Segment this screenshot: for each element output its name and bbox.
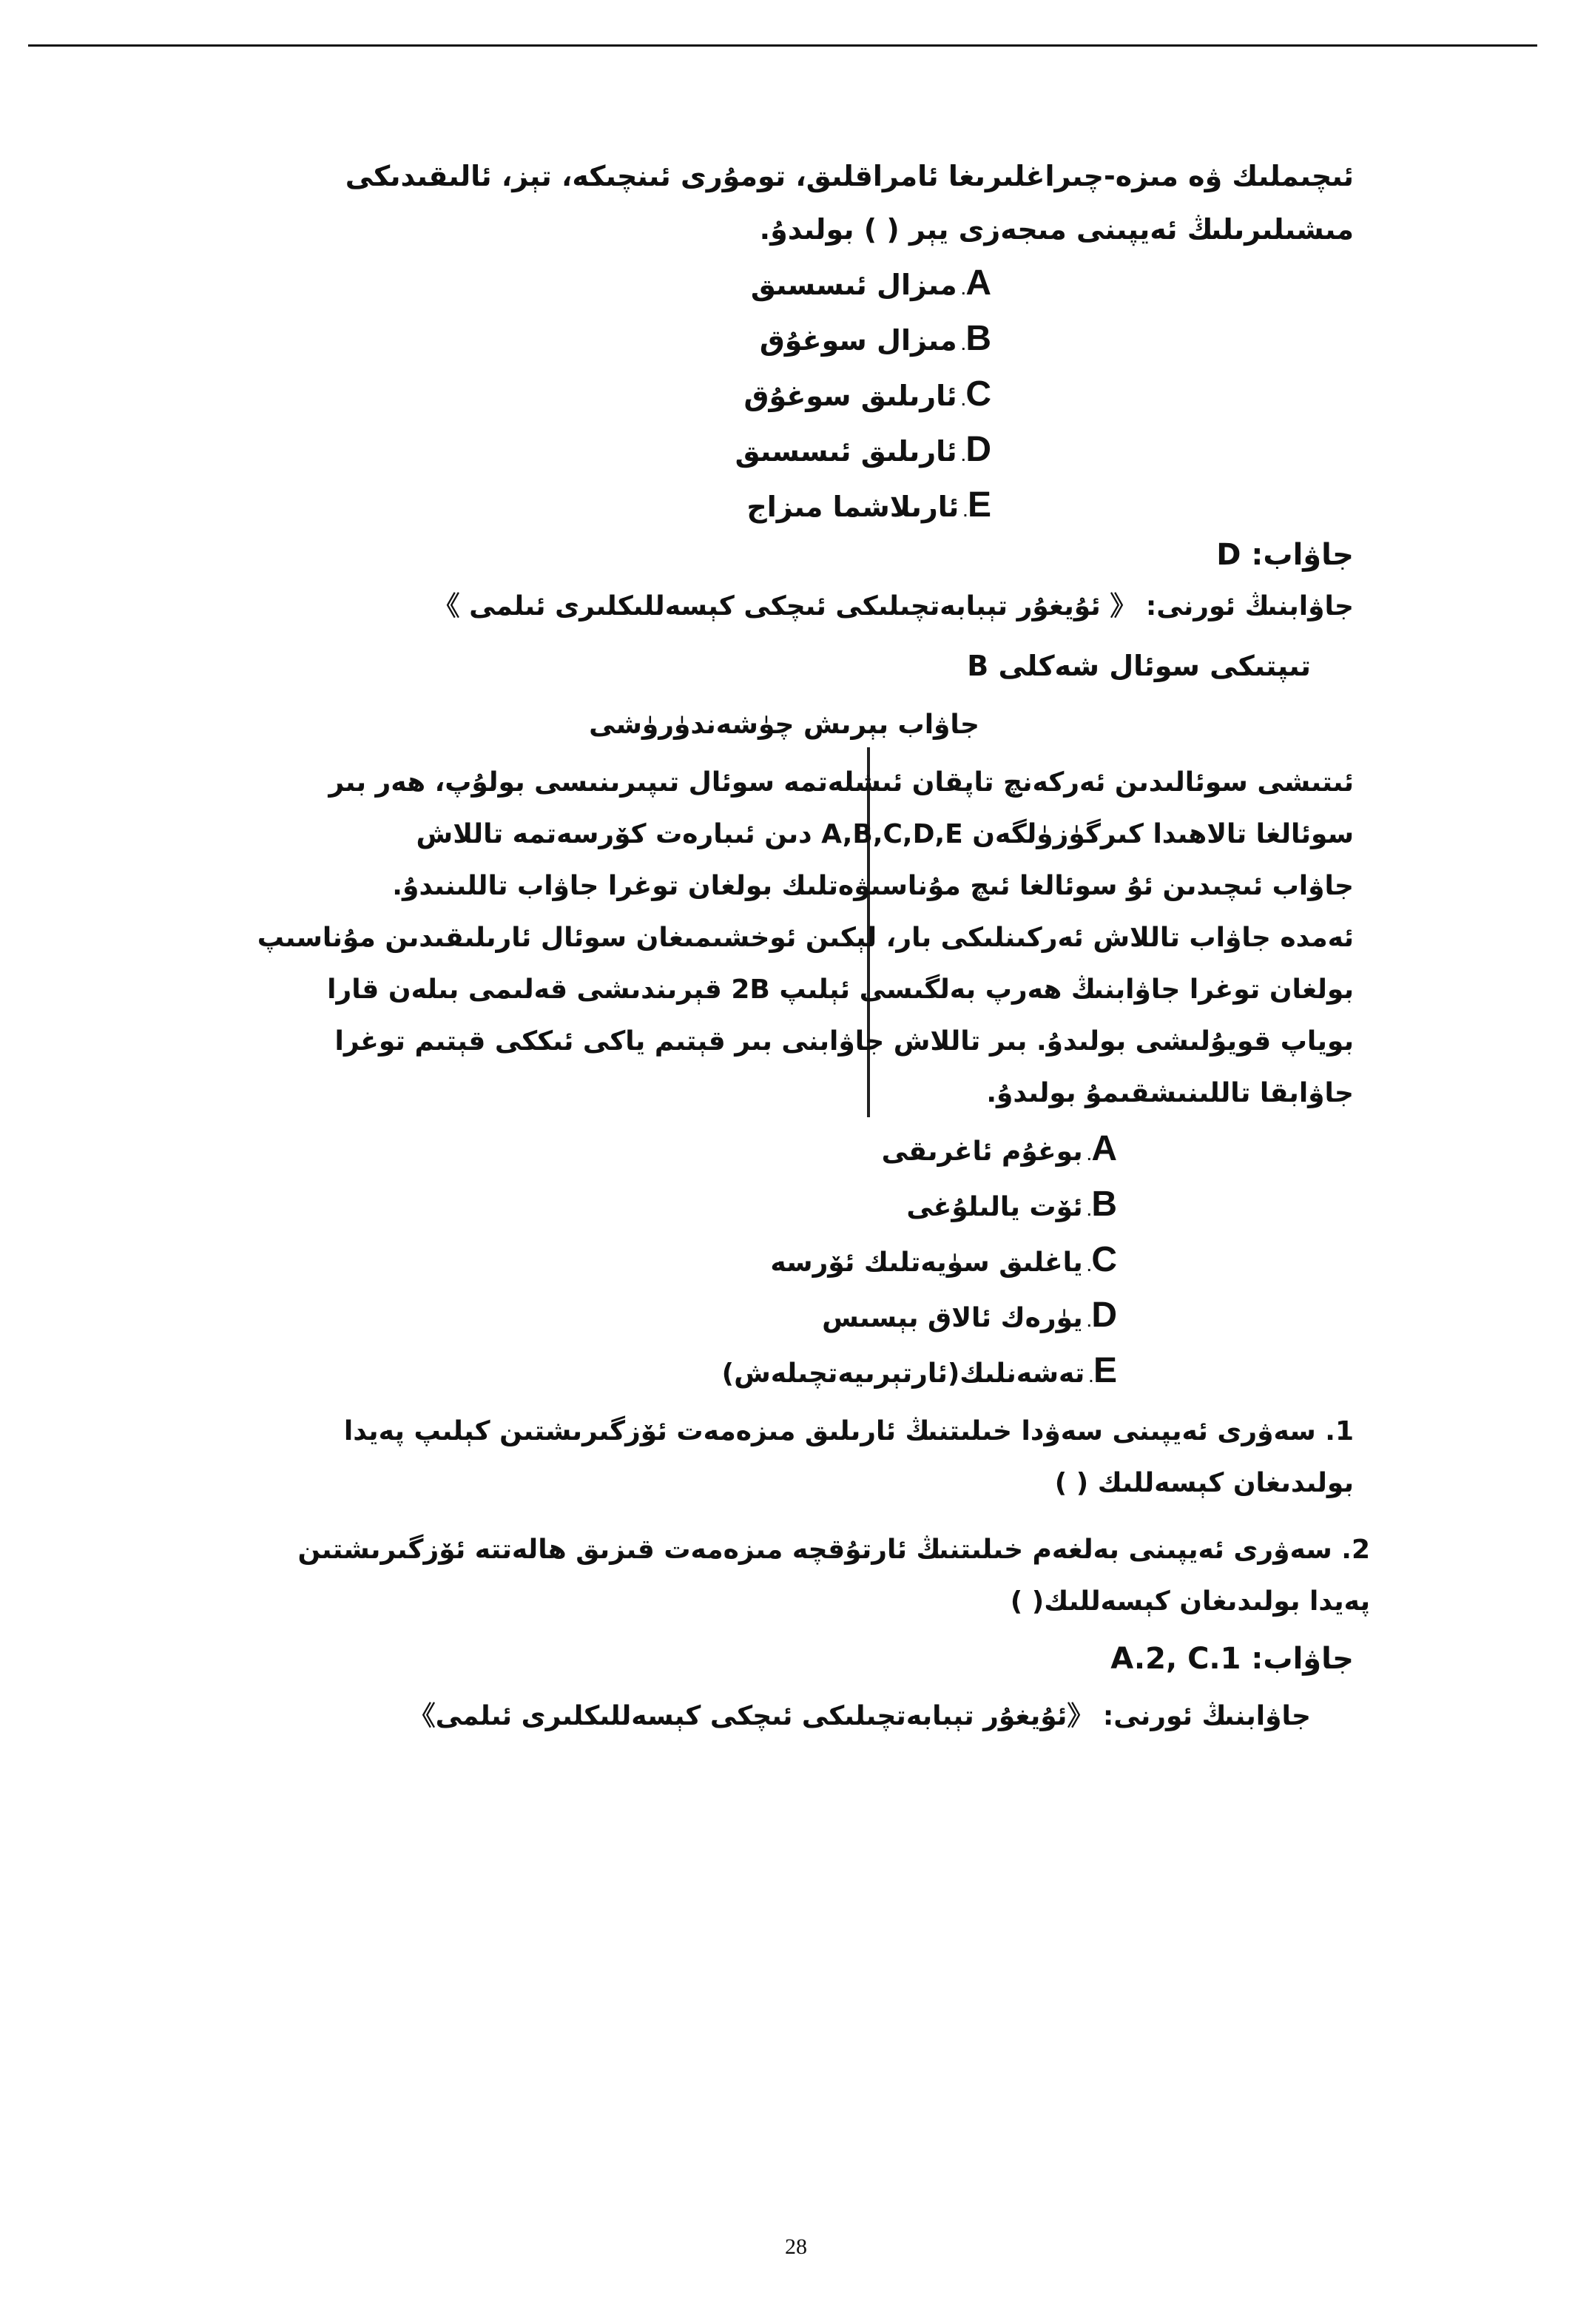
option-letter: A (965, 263, 991, 303)
option-text: يۈرەك ئالاق بېسىس (822, 1303, 1083, 1333)
option-letter: D (1091, 1296, 1117, 1335)
option-letter: B (965, 319, 991, 358)
q2-option-c[interactable]: ياغلىق سۈيەتلىك ئۆرسە .C (770, 1240, 1117, 1279)
option-text: بوغۇم ئاغرىقى (881, 1136, 1083, 1167)
option-text: ئارىلىق ئىسسىق (735, 435, 957, 468)
q2-item2-line2: پەيدا بولىدىغان كېسەللىك( ) (1010, 1586, 1370, 1617)
option-letter: B (1091, 1185, 1117, 1224)
option-text: تەشەنلىك(ئارتېرىيەتچىلەش) (721, 1358, 1085, 1389)
section-title: B تىپتىكى سوئال شەكلى (967, 650, 1311, 682)
q1-option-c[interactable]: ئارىلىق سوغۇق .C (743, 374, 991, 414)
section-paragraph-line: بولغان توغرا جاۋابنىڭ ھەرپ بەلگىسى ئېلىپ 2B قېرىندىشى قەلىمى بىلەن قارا (327, 974, 1354, 1005)
page-number: 28 (785, 2234, 807, 2259)
option-text: مىزال سوغۇق (759, 324, 957, 357)
q1-option-e[interactable]: ئارىلاشما مىزاج .E (746, 485, 991, 525)
q2-answer: جاۋاب: A.2, C.1 (1110, 1642, 1354, 1676)
q2-item2-line1: 2. سەۋرى ئەيپىنى بەلغەم خىلىتنىڭ ئارتۇقچە مىزەمەت قىزىق ھالەتتە ئۆزگىرىشتىن (297, 1535, 1370, 1565)
option-letter: D (965, 430, 991, 469)
section-paragraph-line: ئىتىشى سوئالىدىن ئەركەنچ تاپقان ئىشلەتمە سوئال تىپىرىنىسى بولۇپ، ھەر بىر (328, 767, 1354, 798)
option-text: ئارىلىق سوغۇق (743, 380, 957, 412)
option-letter: A (1091, 1129, 1117, 1168)
top-rule (28, 44, 1537, 47)
q1-option-b[interactable]: مىزال سوغۇق .B (759, 319, 991, 358)
q1-answer: جاۋاب: D (1216, 538, 1354, 572)
section-paragraph-line: جاۋاب ئىچىدىن ئۇ سوئالغا ئىچ مۇناسىۋەتلىك بولغان توغرا جاۋاب تاللىنىدۇ. (392, 871, 1354, 901)
option-letter: C (1091, 1240, 1117, 1279)
q2-option-b[interactable]: ئۆت يالىلۇغى .B (906, 1185, 1117, 1224)
section-subtitle: جاۋاب بېرىش چۈشەندۈرۈشى (589, 710, 979, 740)
option-text: مىزال ئىسسىق (750, 269, 957, 301)
q1-source: جاۋابنىڭ ئورنى: 《 ئۇيغۇر تېبابەتچىلىكى ئىچكى كېسەللىكلىرى ئىلمى 》 (433, 591, 1354, 622)
q2-option-d[interactable]: يۈرەك ئالاق بېسىس .D (822, 1296, 1117, 1335)
q2-option-e[interactable]: تەشەنلىك(ئارتېرىيەتچىلەش) .E (721, 1351, 1117, 1390)
q2-item1-line2: بولىدىغان كېسەللىك ( ) (1054, 1468, 1354, 1498)
option-letter: E (1093, 1351, 1117, 1390)
option-text: ياغلىق سۈيەتلىك ئۆرسە (770, 1247, 1083, 1278)
q1-stem-line2: مىشىلىرىلىڭ ئەيپىنى مىجەزى يېر ( ) بولىدۇ. (759, 213, 1354, 246)
q1-stem-line1: ئىچىملىك ۋە مىزە-چىراغلىرىغا ئامراقلىق، تومۇرى ئىنچىكە، تېز، ئالىقىدىكى (345, 160, 1354, 192)
q1-option-d[interactable]: ئارىلىق ئىسسىق .D (735, 430, 991, 469)
section-paragraph-line: جاۋابقا تاللىنىشقىمۇ بولىدۇ. (986, 1078, 1354, 1108)
option-text: ئۆت يالىلۇغى (906, 1192, 1083, 1222)
q1-option-a[interactable]: مىزال ئىسسىق .A (750, 263, 991, 303)
section-paragraph-line: بوياپ قويۇلىشى بولىدۇ. بىر تاللاش جاۋابنى بىر قېتىم ياكى ئىككى قېتىم توغرا (334, 1026, 1354, 1057)
option-text: ئارىلاشما مىزاج (746, 491, 959, 523)
option-letter: C (965, 374, 991, 414)
q2-option-a[interactable]: بوغۇم ئاغرىقى .A (881, 1129, 1117, 1168)
q2-item1-line1: 1. سەۋرى ئەيپىنى سەۋدا خىلىتنىڭ ئارىلىق مىزەمەت ئۆزگىرىشتىن كېلىپ پەيدا (343, 1416, 1354, 1446)
section-paragraph-line: سوئالغا تالاھىدا كىرگۈزۈلگەن A,B,C,D,E دىن ئىبارەت كۆرسەتمە تاللاش (416, 819, 1354, 849)
q2-source: جاۋابنىڭ ئورنى: 《ئۇيغۇر تېبابەتچىلىكى ئىچكى كېسەللىكلىرى ئىلمى》 (408, 1701, 1311, 1731)
section-paragraph-line: ئەمدە جاۋاب تاللاش ئەركىنلىكى بار، لېكىن ئوخشىمىغان سوئال ئارىلىقىدىن مۇناسىپ (257, 923, 1354, 953)
option-letter: E (967, 485, 991, 525)
